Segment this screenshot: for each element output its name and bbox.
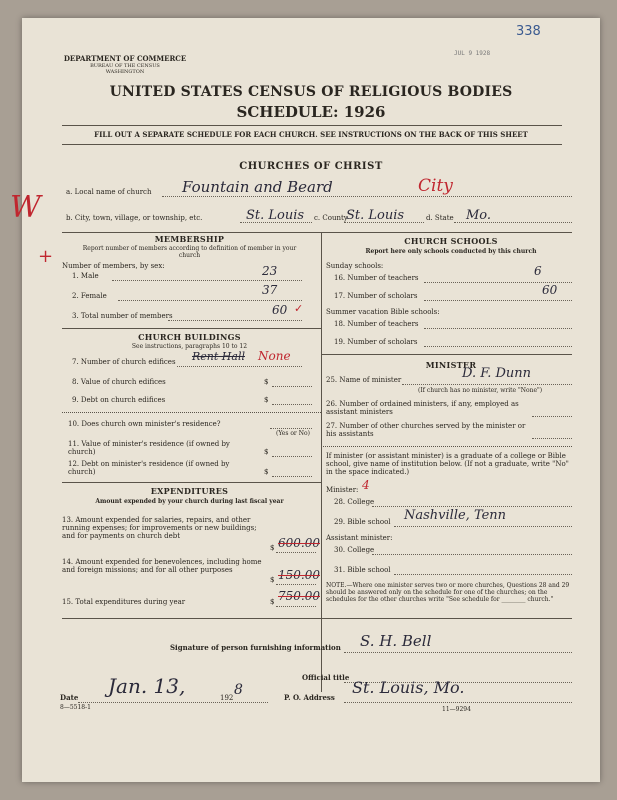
department-block (50, 54, 200, 75)
bureau-city: WASHINGTON (105, 69, 145, 75)
sunday-scholars-value: 60 (542, 283, 558, 297)
total-expenditures-value: 750.00 (278, 589, 320, 603)
currency-sign: $ (270, 576, 275, 584)
minister-name-note: (If church has no minister, write "None") (418, 387, 543, 394)
sunday-scholars-row: 17. Number of scholars (334, 292, 418, 300)
form-title: UNITED STATES CENSUS OF RELIGIOUS BODIES (109, 84, 513, 100)
buildings-subheading: See instructions, paragraphs 10 to 12 (131, 343, 248, 350)
expenditures-heading: EXPENDITURES (150, 486, 229, 496)
column-divider (321, 232, 322, 692)
summer-schools-label: Summer vacation Bible schools: (326, 308, 440, 316)
county-label: c. County (314, 214, 348, 222)
year-value: 8 (234, 682, 243, 698)
total-members-count: 60 (272, 303, 288, 317)
signature-label: Signature of person furnishing information (170, 643, 341, 652)
other-churches-row: 27. Number of other churches served by the minister or his assistants (326, 422, 526, 438)
edifice-value-row: 8. Value of church edifices (72, 378, 166, 386)
department-name: DEPARTMENT OF COMMERCE (63, 54, 187, 63)
minister-name-row: 25. Name of minister (326, 376, 402, 384)
margin-mark-w: W (10, 190, 41, 225)
buildings-heading: CHURCH BUILDINGS (138, 332, 241, 342)
summer-teachers-row: 18. Number of teachers (334, 320, 419, 328)
print-code: 11—9294 (442, 706, 471, 713)
running-expenses-value: 600.00 (278, 536, 320, 550)
stamp-number: 338 (516, 24, 541, 39)
total-members-row: 3. Total number of members (72, 312, 173, 320)
city-label: b. City, town, village, or township, etc. (66, 214, 203, 222)
assistant-bible-school-row: 31. Bible school (334, 566, 391, 574)
yes-no-note: (Yes or No) (276, 430, 310, 437)
female-count: 37 (262, 283, 278, 297)
currency-sign: $ (264, 468, 269, 476)
sunday-schools-label: Sunday schools: (326, 262, 384, 270)
benevolences-value: 150.00 (278, 568, 320, 582)
received-date-stamp: JUL 9 1928 (454, 50, 491, 57)
schools-subheading: Report here only schools conducted by this church (365, 248, 537, 255)
currency-sign: $ (270, 544, 275, 552)
benevolences-row: 14. Amount expended for benevolences, including home and foreign missions; and for all other purposes (62, 558, 262, 574)
minister-note: NOTE.—Where one minister serves two or more churches, Questions 28 and 29 should be answered only on the schedule for one of the churches; on the schedules for the other churches write "See schedule for ________ church." (326, 582, 570, 603)
male-count: 23 (262, 264, 278, 278)
running-expenses-row: 13. Amount expended for salaries, repairs, and other running expenses; for improvements or new buildings; and for payments on church debt (62, 516, 257, 540)
assistant-minister-label: Assistant minister: (326, 534, 393, 542)
residence-owned-row: 10. Does church own minister's residence? (68, 420, 221, 428)
church-name-label: a. Local name of church (66, 188, 152, 196)
edifice-debt-row: 9. Debt on church edifices (72, 396, 166, 404)
county-value: St. Louis (346, 208, 405, 223)
date-label: Date (60, 693, 79, 702)
schedule-title: SCHEDULE: 1926 (236, 103, 386, 121)
form-number: 8—5518-1 (60, 704, 91, 711)
date-value: Jan. 13, (108, 674, 186, 698)
signature-value: S. H. Bell (360, 632, 432, 650)
edifices-correction: None (258, 349, 291, 363)
state-label: d. State (426, 214, 454, 222)
margin-mark-plus: + (38, 246, 54, 267)
official-title-label: Official title (302, 673, 350, 682)
census-schedule-sheet (10, 18, 600, 782)
minister-bible-school-row: 29. Bible school (334, 518, 391, 526)
checkmark-icon: ✓ (294, 302, 304, 315)
minister-heading: MINISTER (425, 360, 477, 370)
church-name-value: Fountain and Beard (182, 178, 333, 196)
total-expenditures-row: 15. Total expenditures during year (62, 598, 186, 606)
denomination-heading: CHURCHES OF CHRIST (239, 161, 383, 172)
minister-bible-school-value: Nashville, Tenn (404, 508, 507, 523)
sunday-teachers-row: 16. Number of teachers (334, 274, 419, 282)
bureau-name: BUREAU OF THE CENSUS (90, 63, 160, 69)
minister-name-value: D. F. Dunn (462, 366, 532, 381)
membership-heading: MEMBERSHIP (154, 234, 225, 244)
membership-intro: Number of members, by sex: (62, 262, 165, 270)
graduate-instructions: If minister (or assistant minister) is a graduate of a college or Bible school, give name of institution below. (If not a graduate, write "No" in the space indicated.) (326, 452, 569, 476)
assistant-college-row: 30. College (334, 546, 375, 554)
sunday-teachers-value: 6 (534, 264, 542, 278)
schools-heading: CHURCH SCHOOLS (404, 236, 498, 246)
assistant-ministers-row: 26. Number of ordained ministers, if any, employed as assistant ministers (326, 400, 519, 416)
minister-schools-label: Minister: (326, 486, 359, 494)
po-address-value: St. Louis, Mo. (352, 678, 465, 697)
residence-debt-row: 12. Debt on minister's residence (if owned by church) (68, 460, 230, 476)
church-name-correction: City (418, 176, 453, 196)
male-row: 1. Male (72, 272, 99, 280)
currency-sign: $ (270, 598, 275, 606)
minister-college-row: 28. College (334, 498, 375, 506)
state-value: Mo. (466, 208, 492, 223)
female-row: 2. Female (72, 292, 107, 300)
city-value: St. Louis (246, 208, 305, 223)
currency-sign: $ (264, 396, 269, 404)
summer-scholars-row: 19. Number of scholars (334, 338, 418, 346)
currency-sign: $ (264, 378, 269, 386)
residence-value-row: 11. Value of minister's residence (if owned by church) (68, 440, 230, 456)
po-address-label: P. O. Address (284, 693, 335, 702)
form-instruction: FILL OUT A SEPARATE SCHEDULE FOR EACH CHURCH. SEE INSTRUCTIONS ON THE BACK OF THIS SHEET (94, 130, 528, 139)
minister-mark: 4 (362, 478, 370, 492)
edifices-row: 7. Number of church edifices (72, 358, 176, 366)
expenditures-subheading: Amount expended by your church during last fiscal year (95, 498, 284, 505)
year-prefix: 192 (220, 694, 234, 702)
edifices-value: Rent Hall (192, 350, 245, 363)
currency-sign: $ (264, 448, 269, 456)
membership-subheading: Report number of members according to definition of member in your church (82, 245, 297, 259)
